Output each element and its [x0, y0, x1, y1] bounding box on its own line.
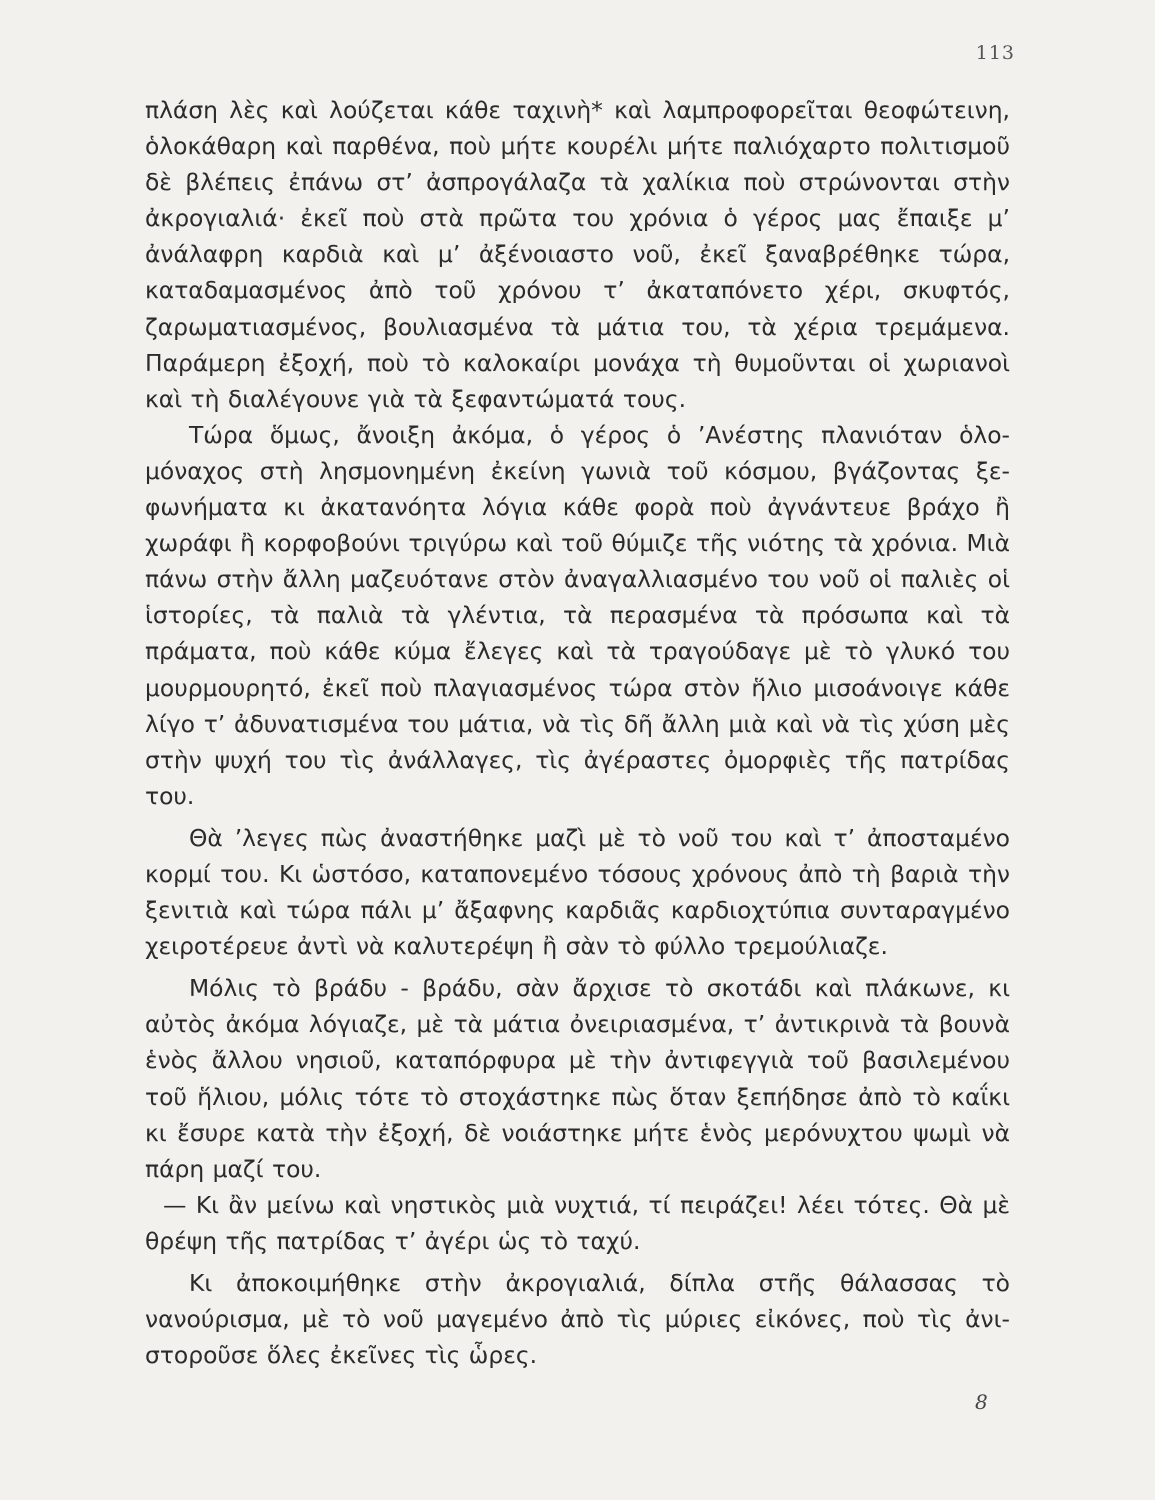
page-number: 113: [975, 42, 1015, 64]
signature-mark: 8: [975, 1390, 988, 1414]
paragraph-6: Κι ἀποκοιμήθηκε στὴν ἀκρογιαλιά, δίπλα στῆς θάλασσας τὸ νανούρισμα, μὲ τὸ νοῦ μαγεμένο ἀπὸ τὶς μύριες εἰκόνες, ποὺ τὶς ἀνιστοροῦσε ὅλες ἐκεῖνες τὶς ὧρες.: [145, 1269, 1010, 1370]
paragraph-1: πλάση λὲς καὶ λούζεται κάθε ταχινὴ* καὶ λαμπροφορεῖται θεοφώτεινη, ὁλοκάθαρη καὶ παρθένα, ποὺ μήτε κουρέλι μήτε παλιόχαρτο πολιτισμοῦ δὲ βλέπεις ἐπάνω στ’ ἀσπρογάλαζα τὰ χαλίκια ποὺ στρώνονται στὴν ἀκρογιαλιά· ἐκεῖ ποὺ στὰ πρῶτα του χρόνια ὁ γέρος μας ἔπαιξε μ’ ἀνάλαφρη καρδιὰ καὶ μ’ ἀξένοιαστο νοῦ, ἐκεῖ ξαναβρέθηκε τώρα, καταδαμασμένος ἀπὸ τοῦ χρόνου τ’ ἀκαταπόνετο χέρι, σκυφτός, ζαρωματιασμένος, βουλιασμένα τὰ μάτια του, τὰ χέρια τρεμάμενα. Παράμερη ἐξοχή, ποὺ τὸ καλοκαίρι μονάχα τὴ θυμοῦνται οἱ χωριανοὶ καὶ τὴ διαλέγουνε γιὰ τὰ ξεφαντώματά τους.: [145, 96, 1010, 413]
paragraph-3: Θὰ ’λεγες πὼς ἀναστήθηκε μαζὶ μὲ τὸ νοῦ του καὶ τ’ ἀποσταμένο κορμί του. Κι ὡστόσο, καταπονεμένο τόσους χρόνους ἀπὸ τὴ βαριὰ τὴν ξενιτιὰ καὶ τώρα πάλι μ’ ἄξαφνης καρδιᾶς καρδιοχτύπια συνταραγμένο χειροτέρευε ἀντὶ νὰ καλυτερέψη ἢ σὰν τὸ φύλλο τρεμούλιαζε.: [145, 823, 1010, 961]
paragraph-dialogue: — Κι ἂν μείνω καὶ νηστικὸς μιὰ νυχτιά, τί πειράζει! λέει τότες. Θὰ μὲ θρέψη τῆς πατρίδας τ’ ἀγέρι ὡς τὸ ταχύ.: [145, 1190, 1010, 1255]
paragraph-2: Τώρα ὅμως, ἄνοιξη ἀκόμα, ὁ γέρος ὁ ’Ανέστης πλανιόταν ὁλομόναχος στὴ λησμονημένη ἐκείνη γωνιὰ τοῦ κόσμου, βγάζοντας ξεφωνήματα κι ἀκατανόητα λόγια κάθε φορὰ ποὺ ἀγνάντευε βράχο ἢ χωράφι ἢ κορφοβούνι τριγύρω καὶ τοῦ θύμιζε τῆς νιότης τὰ χρόνια. Μιὰ πάνω στὴν ἄλλη μαζευότανε στὸν ἀναγαλλιασμένο του νοῦ οἱ παλιὲς οἱ ἱστορίες, τὰ παλιὰ τὰ γλέντια, τὰ περασμένα τὰ πρόσωπα καὶ τὰ πράματα, ποὺ κάθε κύμα ἔλεγες καὶ τὰ τραγούδαγε μὲ τὸ γλυκό του μουρμουρητό, ἐκεῖ ποὺ πλαγιασμένος τώρα στὸν ἥλιο μισοάνοιγε κάθε λίγο τ’ ἀδυνατισμένα του μάτια, νὰ τὶς δῆ ἄλλη μιὰ καὶ νὰ τὶς χύση μὲς στὴν ψυχή του τὶς ἀνάλλαγες, τὶς ἀγέραστες ὀμορφιὲς τῆς πατρίδας του.: [145, 420, 1010, 810]
paragraph-4: Μόλις τὸ βράδυ - βράδυ, σὰν ἄρχισε τὸ σκοτάδι καὶ πλάκωνε, κι αὐτὸς ἀκόμα λόγιαζε, μὲ τὰ μάτια ὀνειριασμένα, τ’ ἀντικρινὰ τὰ βουνὰ ἑνὸς ἄλλου νησιοῦ, καταπόρφυρα μὲ τὴν ἀντιφεγγιὰ τοῦ βασιλεμένου τοῦ ἥλιου, μόλις τότε τὸ στοχάστηκε πὼς ὅταν ξεπήδησε ἀπὸ τὸ καΐκι κι ἔσυρε κατὰ τὴν ἐξοχή, δὲ νοιάστηκε μήτε ἑνὸς μερόνυχτου ψωμὶ νὰ πάρη μαζί του.: [145, 974, 1010, 1183]
body-text: [145, 92, 1010, 1373]
